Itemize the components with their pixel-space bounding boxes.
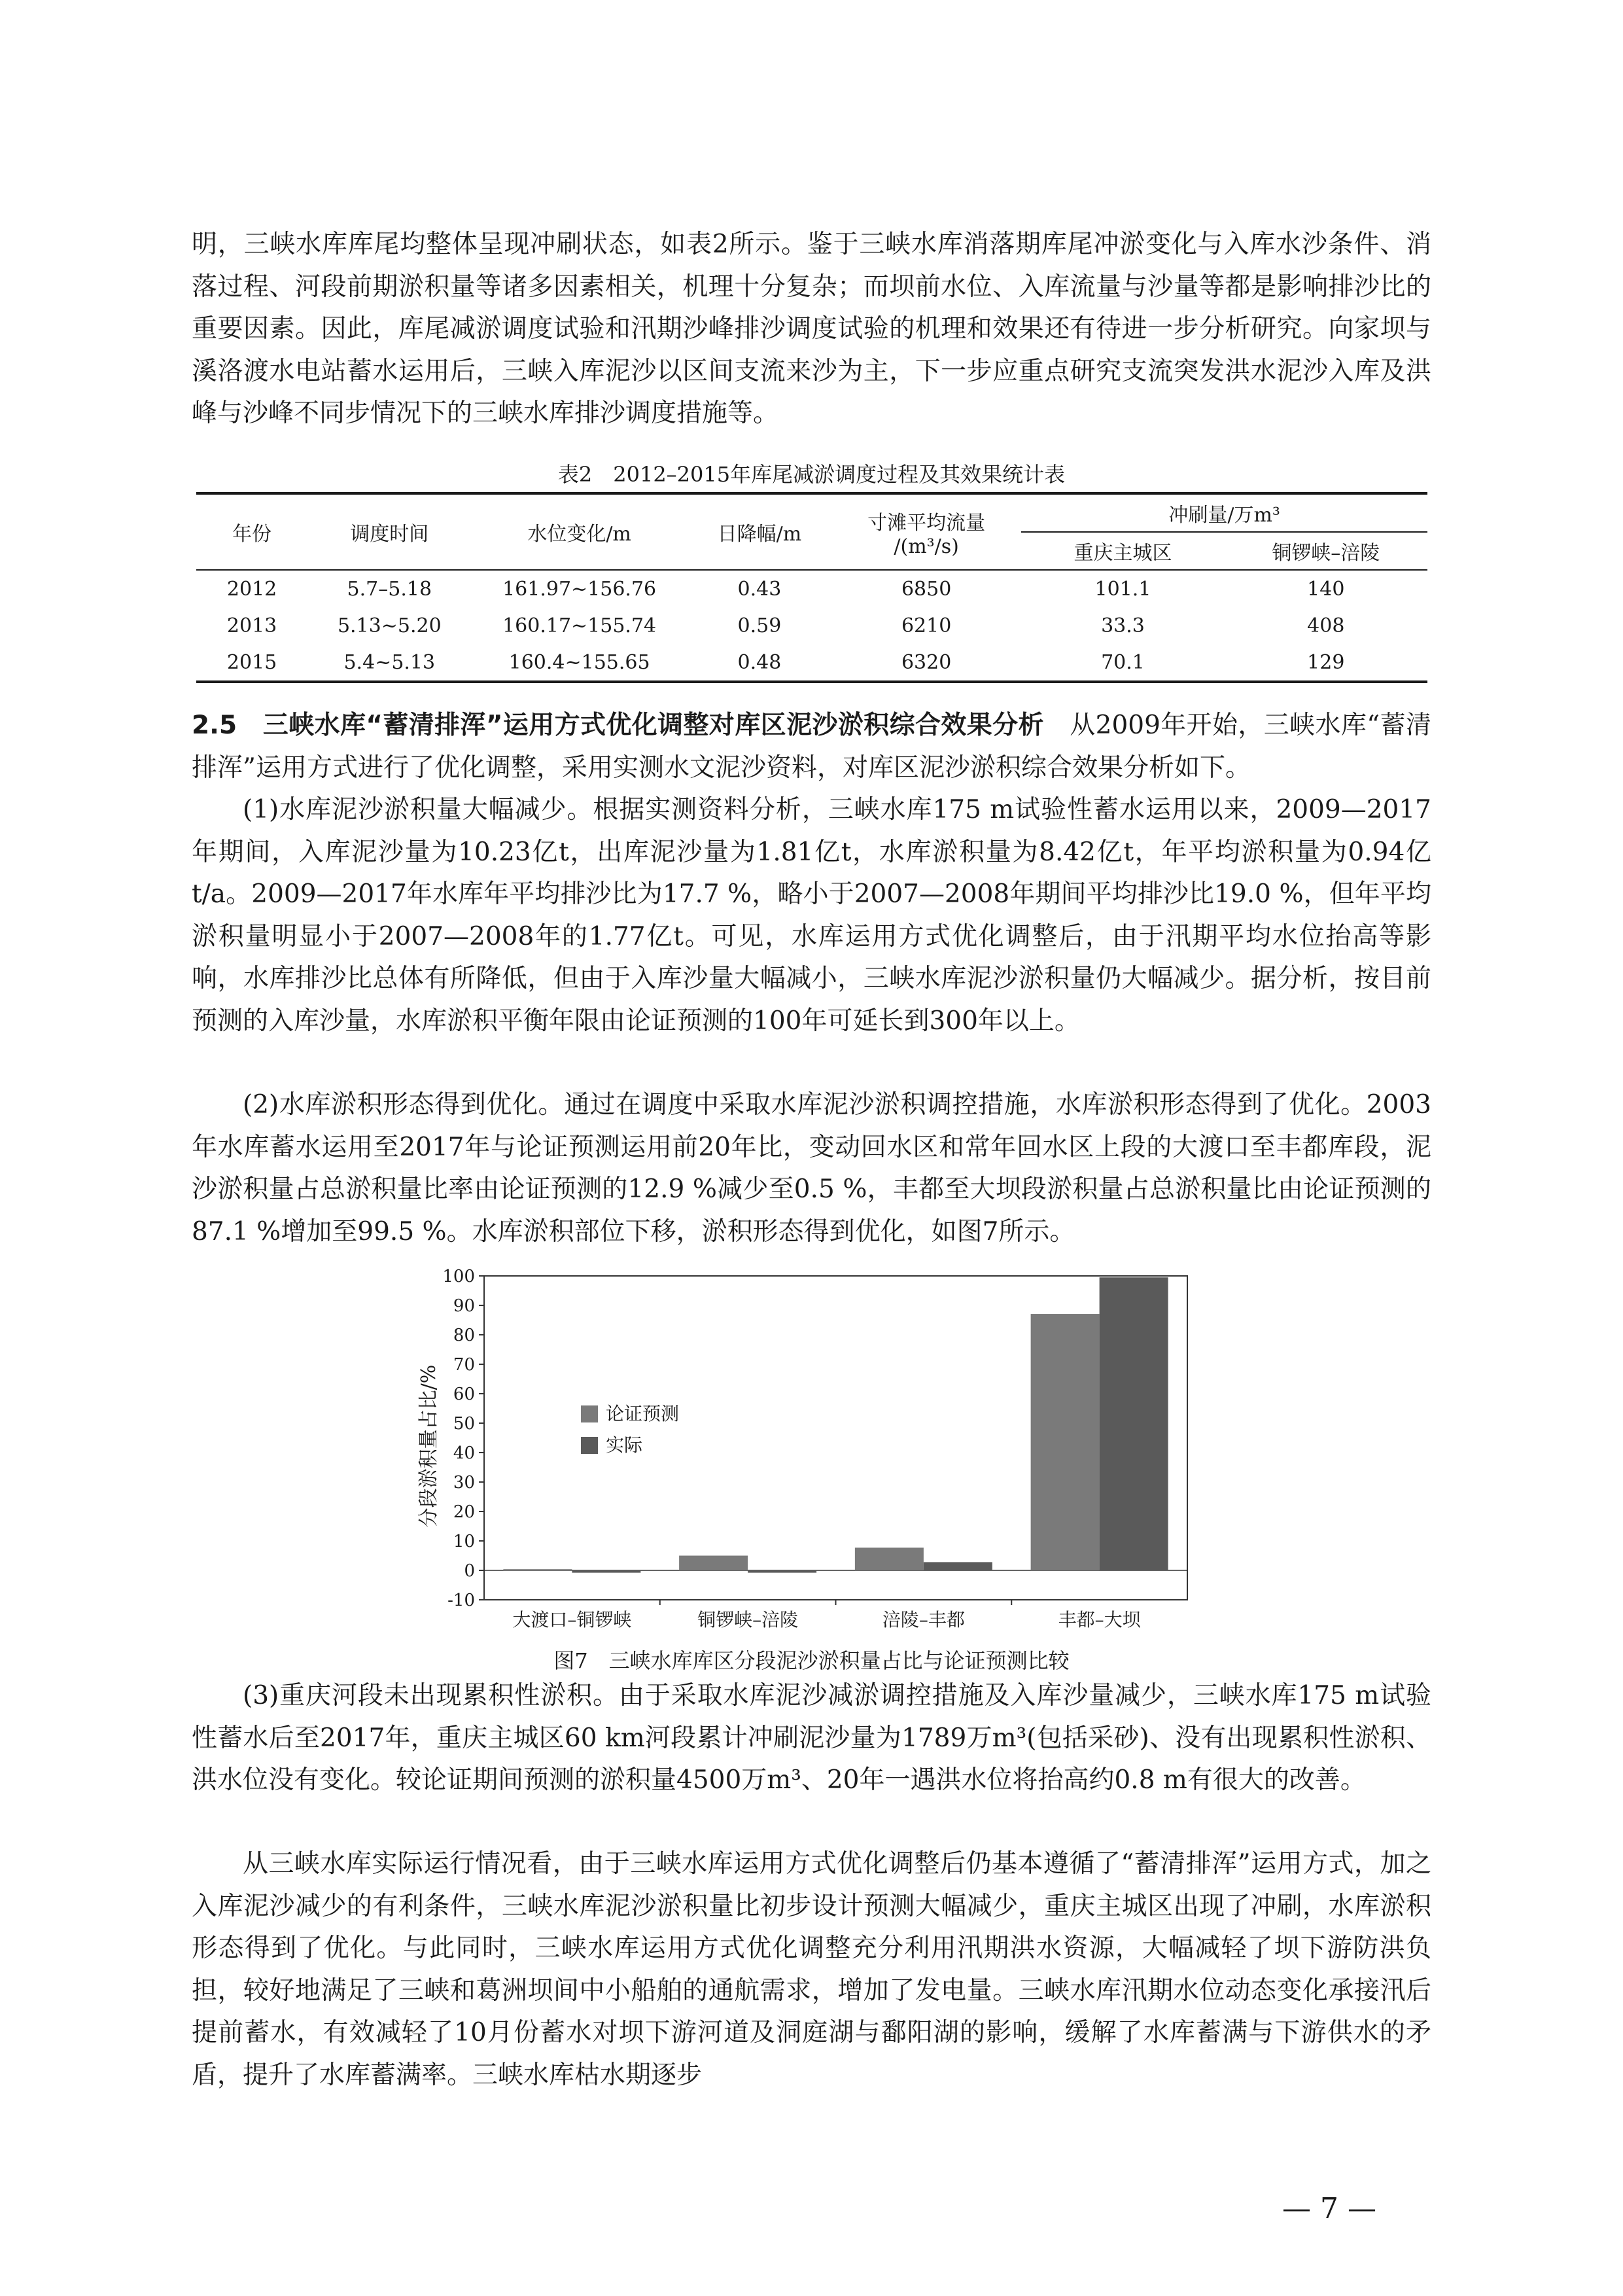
x-category-label: 大渡口–铜锣峡 bbox=[512, 1609, 632, 1631]
x-category-label: 丰都–大坝 bbox=[1058, 1609, 1141, 1631]
table-row bbox=[196, 570, 1427, 607]
col-scour-tongluoxia: 铜锣峡–涪陵 bbox=[1225, 532, 1427, 570]
section-body: 从2009年开始，三峡水库“蓄清排浑”运用方式进行了优化调整，采用实测水文泥沙资料，对库区泥沙淤积综合效果分析如下。 bbox=[192, 711, 1431, 783]
y-tick-label: 70 bbox=[453, 1355, 475, 1375]
x-category-label: 涪陵–丰都 bbox=[882, 1609, 965, 1631]
cell-flow: 6320 bbox=[901, 650, 952, 674]
cell-period: 5.7–5.18 bbox=[347, 577, 432, 601]
table-row bbox=[196, 644, 1427, 682]
cell-level: 160.4~155.65 bbox=[508, 650, 650, 674]
col-level: 水位变化/m bbox=[471, 493, 687, 570]
col-flow-unit: /(m³/s) bbox=[894, 535, 959, 558]
cell-period: 5.4~5.13 bbox=[343, 650, 436, 674]
cell-drop: 0.59 bbox=[737, 614, 782, 637]
page-number: — 7 — bbox=[1282, 2192, 1376, 2225]
bar-actual bbox=[924, 1562, 992, 1570]
figure-caption: 图7 三峡水库库区分段泥沙淤积量占比与论证预测比较 bbox=[553, 1648, 1070, 1673]
y-tick-label: 100 bbox=[442, 1267, 475, 1286]
cell-year: 2013 bbox=[226, 614, 277, 637]
cell-scour-a: 70.1 bbox=[1101, 650, 1145, 674]
col-scour-chongqing: 重庆主城区 bbox=[1021, 532, 1224, 570]
y-tick-label: 50 bbox=[453, 1414, 475, 1434]
y-tick-label: 0 bbox=[464, 1561, 475, 1581]
paragraph-1: (1)水库泥沙淤积量大幅减少。根据实测资料分析，三峡水库175 m试验性蓄水运用以来，2009—2017年期间，入库泥沙量为10.23亿t，出库泥沙量为1.81亿t，水库淤积量为8.42亿t，年平均淤积量为0.94亿t/a。2009—2017年水库年平均排沙比为17.7 %，略小于2007—2008年期间平均排沙比19.0 %，但年平均淤积量明显小于2007—2008年的1.77亿t。可见，水库运用方式优化调整后，由于汛期平均水位抬高等影响，水库排沙比总体有所降低，但由于入库沙量大幅减小，三峡水库泥沙淤积量仍大幅减少。据分析，按目前预测的入库沙量，水库淤积平衡年限由论证预测的100年可延长到300年以上。 bbox=[192, 795, 1431, 1036]
intro-paragraph: 明，三峡水库库尾均整体呈现冲刷状态，如表2所示。鉴于三峡水库消落期库尾冲淤变化与入库水沙条件、消落过程、河段前期淤积量等诸多因素相关，机理十分复杂；而坝前水位、入库流量与沙量等都是影响排沙比的重要因素。因此，库尾减淤调度试验和汛期沙峰排沙调度试验的机理和效果还有待进一步分析研究。向家坝与溪洛渡水电站蓄水运用后，三峡入库泥沙以区间支流来沙为主，下一步应重点研究支流突发洪水泥沙入库及洪峰与沙峰不同步情况下的三峡水库排沙调度措施等。 bbox=[192, 230, 1431, 428]
cell-year: 2015 bbox=[226, 650, 277, 674]
section-2-5 bbox=[192, 705, 1431, 789]
legend-label: 论证预测 bbox=[606, 1403, 680, 1424]
cell-scour-b: 408 bbox=[1307, 614, 1345, 637]
x-category-label: 铜锣峡–涪陵 bbox=[697, 1609, 799, 1631]
cell-drop: 0.43 bbox=[737, 577, 782, 601]
y-tick-label: 80 bbox=[453, 1326, 475, 1345]
chart-y-axis-label: 分段淤积量占比/% bbox=[417, 1364, 440, 1528]
paragraph-2: (2)水库淤积形态得到优化。通过在调度中采取水库泥沙淤积调控措施，水库淤积形态得到了优化。2003年水库蓄水运用至2017年与论证预测运用前20年比，变动回水区和常年回水区上段的大渡口至丰都库段，泥沙淤积量占总淤积量比率由论证预测的12.9 %减少至0.5 %，丰都至大坝段淤积量占总淤积量比由论证预测的87.1 %增加至99.5 %。水库淤积部位下移，淤积形态得到优化，如图7所示。 bbox=[192, 1090, 1431, 1246]
legend-label: 实际 bbox=[606, 1434, 643, 1456]
cell-period: 5.13~5.20 bbox=[337, 614, 442, 637]
cell-scour-b: 129 bbox=[1307, 650, 1345, 674]
sediment-bar-chart bbox=[406, 1260, 1223, 1633]
bar-actual bbox=[572, 1570, 640, 1573]
col-daily-drop: 日降幅/m bbox=[688, 493, 831, 570]
paragraph-4: 从三峡水库实际运行情况看，由于三峡水库运用方式优化调整后仍基本遵循了“蓄清排浑”运用方式，加之入库泥沙减少的有利条件，三峡水库泥沙淤积量比初步设计预测大幅减少，重庆主城区出现了冲刷，水库淤积形态得到了优化。与此同时，三峡水库运用方式优化调整充分利用汛期洪水资源，大幅减轻了坝下游防洪负担，较好地满足了三峡和葛洲坝间中小船舶的通航需求，增加了发电量。三峡水库汛期水位动态变化承接汛后提前蓄水，有效减轻了10月份蓄水对坝下游河道及洞庭湖与鄱阳湖的影响，缓解了水库蓄满与下游供水的矛盾，提升了水库蓄满率。三峡水库枯水期逐步 bbox=[192, 1849, 1431, 2090]
legend-swatch bbox=[581, 1405, 598, 1422]
section-heading: 2.5 三峡水库“蓄清排浑”运用方式优化调整对库区泥沙淤积综合效果分析 bbox=[192, 711, 1044, 740]
col-period: 调度时间 bbox=[307, 493, 471, 570]
col-scour: 冲刷量/万m³ bbox=[1021, 493, 1427, 532]
table-row bbox=[196, 607, 1427, 644]
y-tick-label: 10 bbox=[453, 1532, 475, 1551]
y-tick-label: 40 bbox=[453, 1443, 475, 1463]
bar-predicted bbox=[1031, 1314, 1100, 1570]
cell-level: 161.97~156.76 bbox=[502, 577, 657, 601]
col-year: 年份 bbox=[196, 493, 307, 570]
y-tick-label: -10 bbox=[447, 1591, 475, 1610]
paragraph-3: (3)重庆河段未出现累积性淤积。由于采取水库泥沙减淤调控措施及入库沙量减少，三峡水库175 m试验性蓄水后至2017年，重庆主城区60 km河段累计冲刷泥沙量为1789万m³(包括采砂)、没有出现累积性淤积、洪水位没有变化。较论证期间预测的淤积量4500万m³、20年一遇洪水位将抬高约0.8 m有很大的改善。 bbox=[192, 1681, 1431, 1795]
cell-scour-a: 101.1 bbox=[1094, 577, 1151, 601]
cell-scour-b: 140 bbox=[1307, 577, 1345, 601]
legend-swatch bbox=[581, 1437, 598, 1454]
bar-actual bbox=[748, 1570, 816, 1573]
cell-drop: 0.48 bbox=[737, 650, 782, 674]
cell-level: 160.17~155.74 bbox=[502, 614, 657, 637]
bar-predicted bbox=[503, 1569, 572, 1570]
cell-flow: 6850 bbox=[901, 577, 952, 601]
y-tick-label: 20 bbox=[453, 1502, 475, 1522]
bar-predicted bbox=[855, 1547, 924, 1570]
y-tick-label: 60 bbox=[453, 1385, 475, 1404]
table-caption: 表2 2012–2015年库尾减淤调度过程及其效果统计表 bbox=[557, 462, 1066, 487]
cell-year: 2012 bbox=[226, 577, 277, 601]
cell-flow: 6210 bbox=[901, 614, 952, 637]
y-tick-label: 90 bbox=[453, 1296, 475, 1316]
bar-predicted bbox=[679, 1556, 748, 1571]
col-flow bbox=[831, 493, 1021, 570]
bar-actual bbox=[1100, 1277, 1168, 1570]
cell-scour-a: 33.3 bbox=[1101, 614, 1145, 637]
col-flow-label: 寸滩平均流量 bbox=[867, 511, 986, 535]
stats-table bbox=[196, 492, 1427, 683]
y-tick-label: 30 bbox=[453, 1473, 475, 1492]
